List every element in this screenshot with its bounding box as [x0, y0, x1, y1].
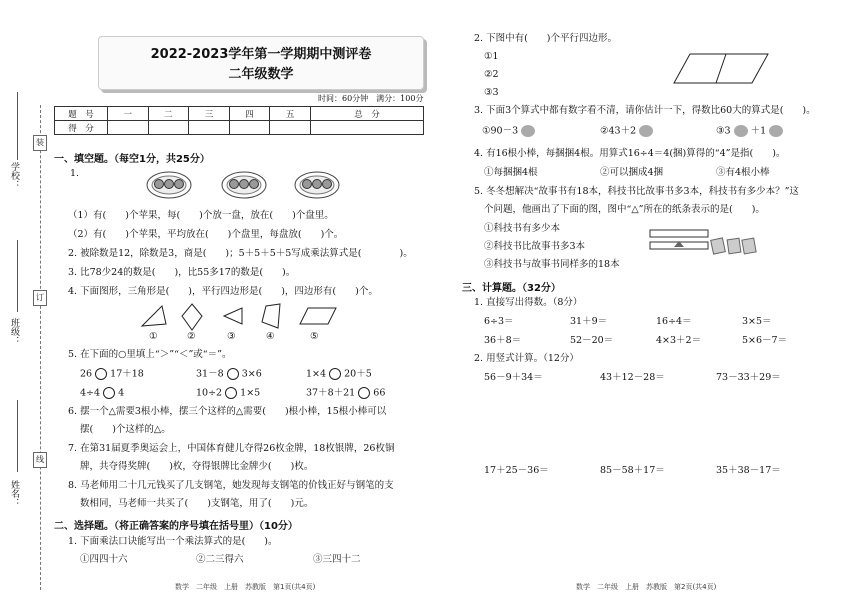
compare-item: 31－8 3×6	[196, 368, 262, 380]
calc-item: 5×6－7＝	[742, 335, 788, 346]
compare-item: 4÷4 4	[80, 387, 125, 399]
exam-subtitle: 二年级数学	[228, 67, 294, 82]
option: ①科技书有多少本	[484, 223, 561, 234]
compare-circle[interactable]	[225, 387, 237, 399]
shape-label: ②	[187, 331, 196, 342]
score-header: 四	[229, 107, 270, 121]
score-header: 一	[108, 107, 149, 121]
school-label: 学校：	[9, 162, 19, 189]
name-fill-line	[17, 400, 18, 472]
score-header: 三	[189, 107, 230, 121]
option: ①四四十六	[80, 554, 128, 565]
compare-circle[interactable]	[103, 387, 115, 399]
triangle-shape	[142, 306, 166, 326]
question-text: 6. 摆一个△需要3根小棒，摆三个这样的△需要( )根小棒，15根小棒可以	[68, 406, 387, 417]
option: ③有4根小棒	[716, 167, 770, 178]
flower-icon	[521, 125, 535, 137]
score-cell[interactable]	[108, 121, 149, 135]
shape-label: ③	[227, 331, 236, 342]
binding-line	[40, 105, 41, 590]
q1-number: 1.	[70, 168, 80, 179]
class-fill-line	[17, 240, 18, 312]
shapes-figure	[138, 302, 348, 334]
compare-item: 10÷2 1×5	[196, 387, 261, 399]
rhombus-shape	[182, 304, 202, 330]
binding-mark: 装	[33, 135, 47, 151]
binding-mark: 线	[33, 452, 47, 468]
plate-icon	[222, 172, 266, 198]
question-text: 摆( )个这样的△。	[80, 424, 171, 435]
compare-item: 1×4 20＋5	[306, 368, 372, 380]
question-text: 7. 在第31届夏季奥运会上，中国体育健儿夺得26枚金牌，18枚银牌，26枚铜	[68, 443, 395, 454]
question-text: 4. 有16根小棒，每捆捆4根。用算式16÷4＝4(捆)算得的“4”是指( )。	[474, 148, 786, 159]
compare-circle[interactable]	[95, 368, 107, 380]
option: ①每捆捆4根	[484, 167, 538, 178]
binding-mark: 订	[33, 290, 47, 306]
section2-heading: 二、选择题。（将正确答案的序号填在括号里）（10分）	[54, 521, 298, 532]
question-text: 牌，共夺得奖牌( )枚，夺得银牌比金牌少( )枚。	[80, 461, 314, 472]
calc-item: 36＋8＝	[484, 335, 522, 346]
question-text: 4. 下面图形，三角形是( )，平行四边形是( )，四边形有( )个。	[68, 286, 378, 297]
score-header: 五	[270, 107, 311, 121]
flower-icon	[639, 125, 653, 137]
score-row-label: 得 分	[55, 121, 108, 135]
score-header: 二	[148, 107, 189, 121]
calc-item: 35＋38－17＝	[716, 465, 781, 476]
option: ②可以捆成4捆	[600, 167, 664, 178]
calc-item: 43＋12－28＝	[600, 372, 665, 383]
option: ②科技书比故事书多3本	[484, 241, 586, 252]
question-text: 个问题，他画出了下面的图，图中“△”所在的纸条表示的是( )。	[484, 204, 765, 215]
calc-item: 52－20＝	[570, 335, 614, 346]
calc-item: 17＋25－36＝	[484, 465, 549, 476]
exam-title: 2022-2023学年第一学期期中测评卷	[150, 47, 372, 62]
compare-circle[interactable]	[329, 368, 341, 380]
flower-icon	[769, 125, 783, 137]
class-label: 班级：	[9, 318, 19, 345]
page-footer: 数学 二年级 上册 苏教版 第1页(共4页)	[175, 583, 316, 591]
score-table	[54, 106, 424, 135]
calc-item: 31＋9＝	[570, 316, 608, 327]
option: ①90－3	[482, 125, 535, 138]
section1-heading: 一、填空题。（每空1分，共25分）	[54, 154, 210, 165]
question-text: 3. 下面3个算式中都有数字看不清，请你估计一下，得数比60大的算式是( )。	[474, 105, 816, 116]
question-text: 2. 被除数是12，除数是3，商是( )；5＋5＋5＋5写成乘法算式是( )。	[68, 248, 413, 259]
quadrilateral-shape	[262, 304, 280, 328]
shape-label: ⑤	[310, 331, 319, 342]
calc-item: 73－33＋29＝	[716, 372, 781, 383]
option: ②2	[484, 69, 499, 80]
flower-icon	[734, 125, 748, 137]
title-box	[98, 36, 424, 90]
shape-label: ④	[266, 331, 275, 342]
calc-item: 3×5＝	[742, 316, 772, 327]
option: ②二三得六	[196, 554, 244, 565]
option: ③科技书与故事书同样多的18本	[484, 259, 620, 270]
parallelogram-shape	[300, 308, 336, 324]
question-text: 数相同，马老师一共买了( )支钢笔，用了( )元。	[80, 498, 314, 509]
compare-circle[interactable]	[358, 387, 370, 399]
option: ②43＋2	[600, 125, 653, 138]
question-text: 1. 直接写出得数。（8分）	[474, 297, 583, 308]
plate-icon	[147, 172, 191, 198]
question-text: 3. 比78少24的数是( )，比55多17的数是( )。	[68, 267, 296, 278]
calc-item: 85－58＋17＝	[600, 465, 665, 476]
shape-label: ①	[149, 331, 158, 342]
score-cell[interactable]	[229, 121, 270, 135]
score-cell[interactable]	[270, 121, 311, 135]
plate-icon	[295, 172, 339, 198]
question-text: （2）有( )个苹果，平均放在( )个盘里，每盘放( )个。	[68, 229, 344, 240]
score-cell[interactable]	[310, 121, 423, 135]
option: ③三四十二	[313, 554, 361, 565]
apple-plates-figure	[145, 165, 365, 203]
compare-item: 37＋8＋21 66	[306, 387, 386, 399]
triangle-shape	[224, 308, 242, 324]
question-text: 1. 下面乘法口诀能写出一个乘法算式的是( )。	[68, 536, 278, 547]
page-footer: 数学 二年级 上册 苏教版 第2页(共4页)	[576, 583, 717, 591]
question-text: 2. 下图中有( )个平行四边形。	[474, 33, 617, 44]
question-text: （1）有( )个苹果，每( )个放一盘，放在( )个盘里。	[68, 210, 334, 221]
name-label: 姓名：	[9, 480, 19, 507]
score-header: 总 分	[310, 107, 423, 121]
compare-circle[interactable]	[227, 368, 239, 380]
calc-item: 4×3＋2＝	[656, 335, 702, 346]
question-text: 5. 在下面的○里填上“＞”“＜”或“＝”。	[68, 349, 232, 360]
exam-meta: 时间：60分钟 满分：100分	[318, 94, 424, 103]
compare-item: 26 17＋18	[80, 368, 144, 380]
question-text: 8. 马老师用二十几元钱买了几支钢笔，她发现每支钢笔的价钱正好与钢笔的支	[68, 480, 394, 491]
score-cell[interactable]	[189, 121, 230, 135]
school-fill-line	[17, 92, 18, 160]
section3-heading: 三、计算题。（32分）	[462, 283, 561, 294]
parallelogram-figure	[672, 52, 772, 86]
calc-item: 6÷3＝	[484, 316, 514, 327]
option: ③3 ＋1	[716, 125, 783, 138]
option: ①1	[484, 51, 499, 62]
calc-item: 56－9＋34＝	[484, 372, 543, 383]
calc-item: 16÷4＝	[656, 316, 692, 327]
score-cell[interactable]	[148, 121, 189, 135]
option: ③3	[484, 87, 499, 98]
strip-diagram	[648, 228, 758, 258]
question-text: 5. 冬冬想解决“故事书有18本，科技书比故事书多3本，科技书有多少本？”这	[474, 186, 799, 197]
question-text: 2. 用竖式计算。（12分）	[474, 353, 579, 364]
score-header: 题 号	[55, 107, 108, 121]
